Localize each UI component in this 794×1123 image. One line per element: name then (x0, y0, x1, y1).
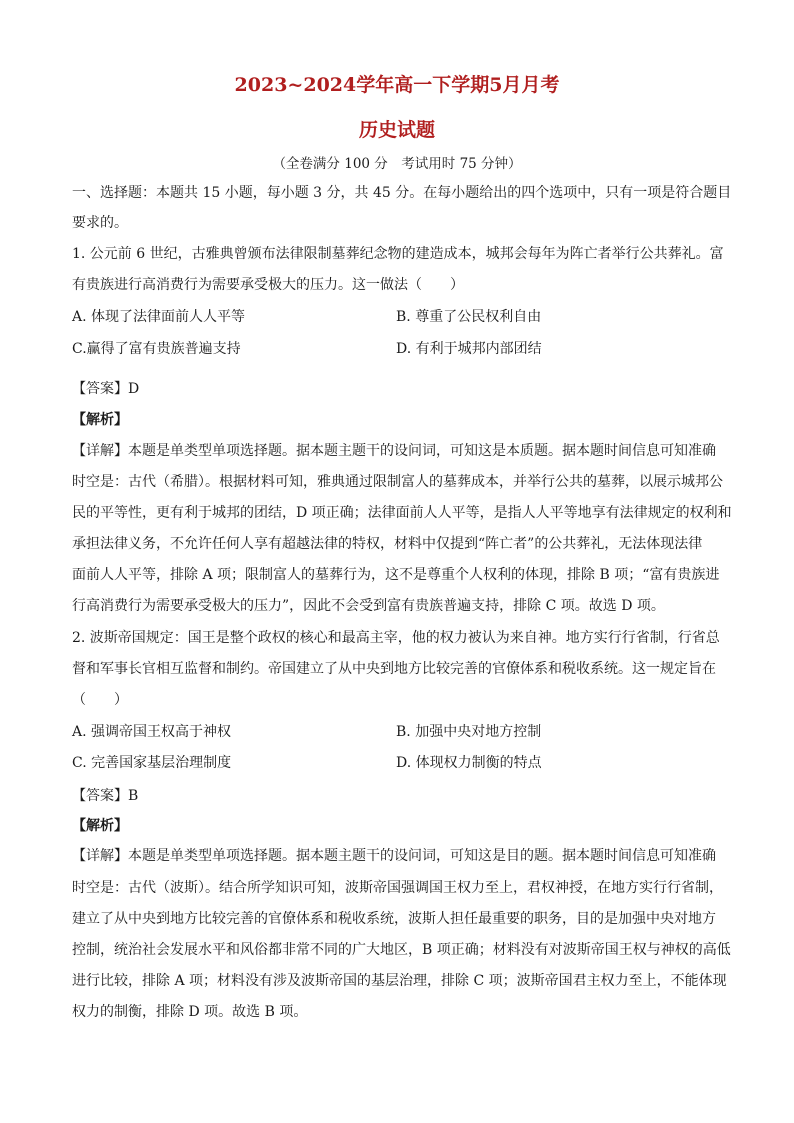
q2-detail-line-3: 建立了从中央到地方比较完善的官僚体系和税收系统，波斯人担任最重要的职务，目的是加强中央对地方 (72, 911, 716, 927)
q2-detail-line-6: 权力的制衡，排除 D 项。故选 B 项。 (72, 1004, 308, 1020)
q1-analysis-label: 【解析】 (72, 412, 128, 428)
q2-option-b: B. 加强中央对地方控制 (396, 724, 542, 740)
q1-answer: 【答案】D (72, 381, 140, 397)
q1-detail-line-1: 【详解】本题是单类型单项选择题。据本题主题干的设问词，可知这是本质题。据本题时间信息可知准确 (72, 443, 716, 459)
q2-detail-line-1: 【详解】本题是单类型单项选择题。据本题主题干的设问词，可知这是目的题。据本题时间信息可知准确 (72, 848, 716, 864)
q1-option-c: C.赢得了富有贵族普遍支持 (72, 341, 241, 357)
q2-option-c: C. 完善国家基层治理制度 (72, 755, 232, 771)
q2-analysis-label: 【解析】 (72, 818, 128, 834)
section-instructions-line-1: 一、选择题：本题共 15 小题，每小题 3 分，共 45 分。在每小题给出的四个选项中，只有一项是符合题目 (72, 185, 732, 201)
exam-meta: （全卷满分 100 分 考试用时 75 分钟） (272, 156, 522, 172)
q2-stem-line-2: 督和军事长官相互监督和制约。帝国建立了从中央到地方比较完善的官僚体系和税收系统。这一规定旨在 (72, 661, 716, 677)
q2-detail-line-4: 控制，统治社会发展水平和风俗都非常不同的广大地区，B 项正确；材料没有对波斯帝国王权与神权的高低 (72, 942, 731, 958)
q2-detail-line-2: 时空是：古代（波斯）。结合所学知识可知，波斯帝国强调国王权力至上，君权神授，在地方实行行省制， (72, 880, 723, 896)
q1-option-b: B. 尊重了公民权利自由 (396, 309, 542, 325)
q1-detail-line-4: 承担法律义务，不允许任何人享有超越法律的特权，材料中仅提到“阵亡者”的公共葬礼，无法体现法律 (72, 536, 703, 552)
exam-subject: 历史试题 (358, 119, 435, 141)
section-instructions-line-2: 要求的。 (72, 215, 128, 231)
q2-answer: 【答案】B (72, 788, 139, 804)
q1-option-a: A. 体现了法律面前人人平等 (72, 309, 246, 325)
q2-option-a: A. 强调帝国王权高于神权 (72, 724, 232, 740)
q2-stem-line-1: 2. 波斯帝国规定：国王是整个政权的核心和最高主宰，他的权力被认为来自神。地方实行行省制，行省总 (72, 630, 720, 646)
q1-detail-line-6: 行高消费行为需要承受极大的压力”，因此不会受到富有贵族普遍支持，排除 C 项。故选 D 项。 (72, 598, 665, 614)
q1-stem-line-1: 1. 公元前 6 世纪，古雅典曾颁布法律限制墓葬纪念物的建造成本，城邦会每年为阵亡者举行公共葬礼。富 (72, 246, 724, 262)
q2-detail-line-5: 进行比较，排除 A 项；材料没有涉及波斯帝国的基层治理，排除 C 项；波斯帝国君主权力至上，不能体现 (72, 973, 727, 989)
q1-detail-line-2: 时空是：古代（希腊）。根据材料可知，雅典通过限制富人的墓葬成本，并举行公共的墓葬，以展示城邦公 (72, 474, 723, 490)
q2-stem-line-3: （ ） (72, 692, 128, 708)
q1-detail-line-5: 面前人人平等，排除 A 项；限制富人的墓葬行为，这不是尊重个人权利的体现，排除 B 项；“富有贵族进 (72, 567, 720, 583)
q1-option-d: D. 有利于城邦内部团结 (396, 341, 542, 357)
q1-detail-line-3: 民的平等性，更有利于城邦的团结，D 项正确；法律面前人人平等，是指人人平等地享有法律规定的权利和 (72, 505, 732, 521)
q2-option-d: D. 体现权力制衡的特点 (396, 755, 542, 771)
exam-title: 2023~2024学年高一下学期5月月考 (234, 74, 560, 96)
q1-stem-line-2: 有贵族进行高消费行为需要承受极大的压力。这一做法（ ） (72, 277, 464, 293)
